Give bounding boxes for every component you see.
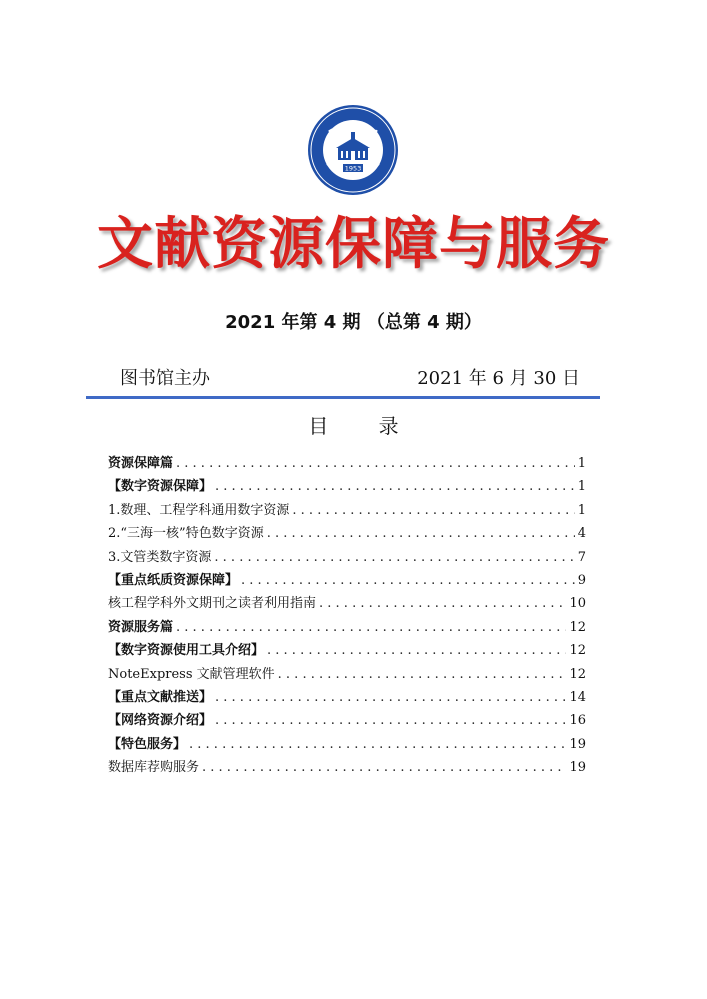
header-divider <box>86 396 600 399</box>
toc-dot-leader <box>215 479 575 494</box>
toc-entry-page: 7 <box>577 549 586 565</box>
toc-entry-title: 2.“三海一核”特色数字资源 <box>108 526 264 542</box>
toc-entry-page: 16 <box>569 713 586 729</box>
toc-entry[interactable] <box>108 709 586 732</box>
issue-number: 2021 年第 4 期 （总第 4 期） <box>225 312 482 333</box>
toc-dot-leader <box>241 573 575 588</box>
toc-entry[interactable] <box>108 452 586 475</box>
toc-entry-title: 数据库荐购服务 <box>108 760 200 776</box>
toc-entry-title: 核工程学科外文期刊之读者利用指南 <box>108 596 317 612</box>
toc-entry-title: 资源服务篇 <box>108 619 174 635</box>
toc-entry[interactable] <box>108 616 586 639</box>
toc-entry-page: 9 <box>577 572 586 588</box>
toc-dot-leader <box>267 643 566 658</box>
toc-dot-leader <box>176 620 566 635</box>
toc-dot-leader <box>215 690 566 705</box>
toc-entry-page: 1 <box>577 479 586 495</box>
toc-entry[interactable] <box>108 663 586 686</box>
toc-entry[interactable] <box>108 499 586 522</box>
toc-entry[interactable] <box>108 756 586 779</box>
toc-entry-page: 12 <box>569 619 586 635</box>
toc-entry-title: 【重点文献推送】 <box>108 689 213 705</box>
toc-dot-leader <box>214 550 574 565</box>
publication-title: 文献资源保障与服务 <box>97 211 610 277</box>
toc-entry-page: 14 <box>569 689 586 705</box>
toc-entry-page: 4 <box>577 526 586 542</box>
toc-entry[interactable] <box>108 522 586 545</box>
toc-entry-title: 3.文管类数字资源 <box>108 549 212 565</box>
university-logo-seal <box>307 104 399 196</box>
toc-entry-title: NoteExpress 文献管理软件 <box>108 666 275 682</box>
toc-dot-leader <box>278 667 567 682</box>
toc-entry-page: 19 <box>569 736 586 752</box>
toc-dot-leader <box>202 760 566 775</box>
toc-entry-title: 资源保障篇 <box>108 456 174 471</box>
toc-entry[interactable] <box>108 475 586 498</box>
toc-entry-title: 【重点纸质资源保障】 <box>108 572 239 588</box>
sponsor-line: 图书馆主办 <box>120 368 210 389</box>
toc-entry-page: 1 <box>577 456 586 471</box>
toc-dot-leader <box>189 737 566 752</box>
toc-entry[interactable] <box>108 686 586 709</box>
logo-year: 1953 <box>344 164 362 173</box>
toc-entry-title: 【网络资源介绍】 <box>108 713 213 729</box>
toc-entry-page: 12 <box>569 643 586 659</box>
toc-dot-leader <box>292 503 574 518</box>
toc-dot-leader <box>267 526 575 541</box>
toc-entry[interactable] <box>108 592 586 615</box>
toc-entry[interactable] <box>108 639 586 662</box>
toc-entry-page: 19 <box>569 760 586 776</box>
toc-entry-page: 1 <box>577 502 586 518</box>
toc-dot-leader <box>176 456 575 471</box>
toc-entry-page: 12 <box>569 666 586 682</box>
toc-entry-title: 【数字资源使用工具介绍】 <box>108 643 265 659</box>
toc-entry[interactable] <box>108 733 586 756</box>
toc-entry[interactable] <box>108 546 586 569</box>
table-of-contents <box>108 452 586 779</box>
toc-heading: 目 录 <box>308 414 421 438</box>
toc-entry-page: 10 <box>569 596 586 612</box>
toc-dot-leader <box>215 713 566 728</box>
toc-entry-title: 1.数理、工程学科通用数字资源 <box>108 502 290 518</box>
toc-entry-title: 【数字资源保障】 <box>108 479 213 495</box>
toc-entry-title: 【特色服务】 <box>108 736 187 752</box>
toc-dot-leader <box>319 596 566 611</box>
toc-entry[interactable] <box>108 569 586 592</box>
publication-date: 2021 年 6 月 30 日 <box>417 368 580 389</box>
